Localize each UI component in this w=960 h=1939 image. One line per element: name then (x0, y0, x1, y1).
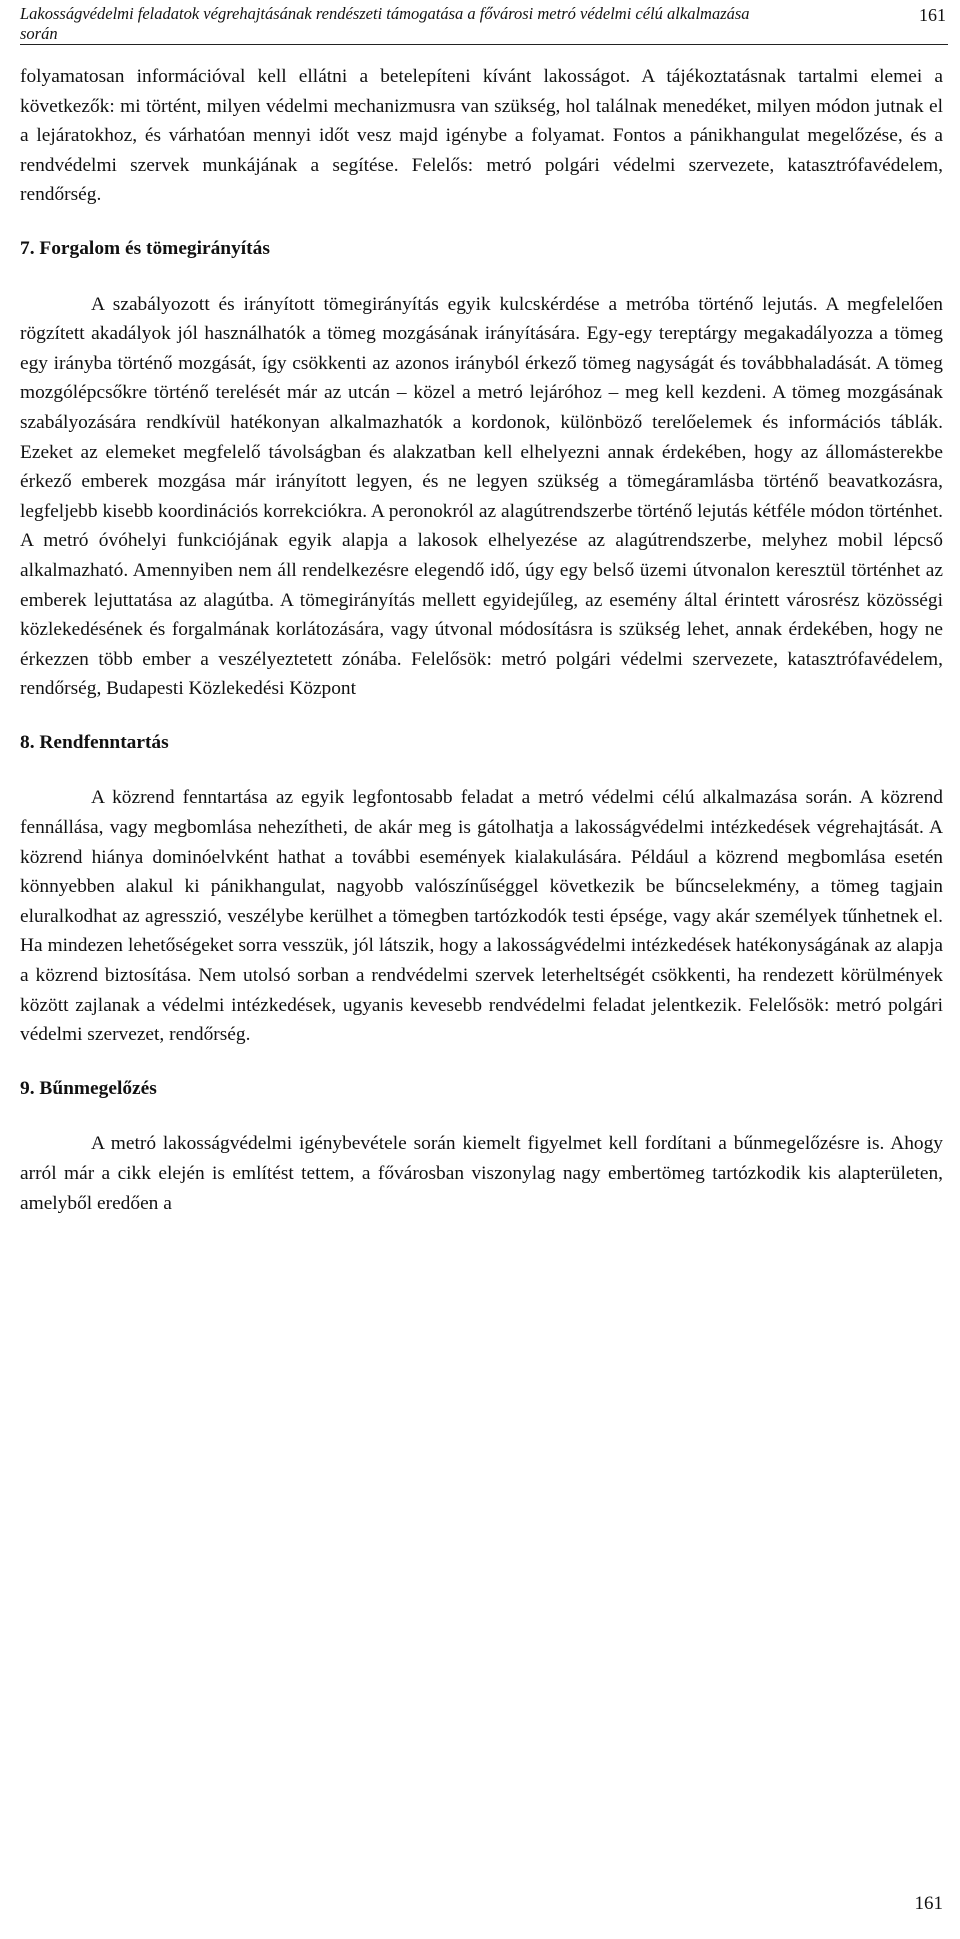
section-8-paragraph: A közrend fenntartása az egyik legfontosabb feladat a metró védelmi célú alkalmazása során. A közrend fennállása, vagy megbomlása nehezítheti, de akár meg is gátolhatja a lakosságvédelmi intézkedések végrehajtását. A közrend hiánya dominóelvként hathat a további események kialakulására. Például a közrend megbomlása esetén könnyebben alakul ki pánikhangulat, nagyobb valószínűséggel következik be bűncselekmény, a tömeg tagjain eluralkodhat az agresszió, veszélybe kerülhet a tömegben tartózkodók testi épsége, vagy akár személyek tűnhetnek el. Ha mindezen lehetőségeket sorra vesszük, jól látszik, hogy a lakosságvédelmi intézkedések hatékonyságának az alapja a közrend biztosítása. Nem utolsó sorban a rendvédelmi szervek leterheltségét csökkenti, ha rendezett körülmények között zajlanak a védelmi intézkedések, ugyanis kevesebb rendvédelmi feladat jelentkezik. Felelősök: metró polgári védelmi szervezet, rendőrség. (20, 787, 943, 1046)
intro-paragraph: folyamatosan információval kell ellátni a betelepíteni kívánt lakosságot. A tájékoztatásnak tartalmi elemei a következők: mi történt, milyen védelmi mechanizmusra van szükség, hol találnak menedéket, milyen módon jutnak el a lejáratokhoz, és várhatóan mennyi időt vesz majd igénybe a folyamat. Fontos a pánikhangulat megelőzése, és a rendvédelmi szervek munkájának a segítése. Felelős: metró polgári védelmi szervezete, katasztrófavédelem, rendőrség. (20, 66, 943, 206)
running-header-title: Lakosságvédelmi feladatok végrehajtásának rendészeti támogatása a fővárosi metró védelmi célú alkalmazása során (20, 4, 750, 43)
section-9-heading: 9. Bűnmegelőzés (20, 1077, 157, 1099)
section-7-heading: 7. Forgalom és tömegirányítás (20, 237, 270, 259)
document-body (20, 62, 943, 1218)
section-9-paragraph: A metró lakosságvédelmi igénybevétele során kiemelt figyelmet kell fordítani a bűnmegelőzésre is. Ahogy arról már a cikk elején is említést tettem, a fővárosban viszonylag nagy embertömeg tartózkodik kis alapterületen, amelyből eredően a (20, 1133, 943, 1214)
footer-page-number: 161 (914, 1893, 943, 1914)
section-7-paragraph: A szabályozott és irányított tömegirányítás egyik kulcskérdése a metróba történő lejutás. A megfelelően rögzített akadályok jól használhatók a tömeg mozgásának irányítására. Egy-egy tereptárgy megakadályozza a tömeg egy irányba történő mozgását, így csökkenti az azonos irányból érkező tömeg nagyságát és továbbhaladását. A tömeg mozgólépcsőkre történő terelését már az utcán – közel a metró lejáróhoz – meg kell kezdeni. A tömeg mozgásának szabályozására rendkívül hatékonyan alkalmazhatók a kordonok, különböző terelőelemek és információs táblák. Ezeket az elemeket megfelelő távolságban és alakzatban kell elhelyezni annak érdekében, hogy az állomásterekbe érkező emberek mozgása már irányított legyen, és ne legyen szükség a tömegáramlásba történő beavatkozásra, legfeljebb kisebb koordinációs korrekciókra. A peronokról az alagútrendszerbe történő lejutás kétféle módon történhet. A metró óvóhelyi funkciójának egyik alapja a lakosok elhelyezése az alagútrendszerbe, melyhez mobil lépcső alkalmazható. Amennyiben nem áll rendelkezésre elegendő idő, úgy egy belső üzemi útvonalon keresztül történhet az emberek lejuttatása az alagútba. A tömegirányítás mellett egyidejűleg, az esemény által érintett városrész közösségi közlekedésének és forgalmának korlátozására, vagy útvonal módosításra is szükség lehet, annak érdekében, hogy ne érkezzen több ember a veszélyeztetett zónába. Felelősök: metró polgári védelmi szervezete, katasztrófavédelem, rendőrség, Budapesti Közlekedési Központ (20, 293, 943, 700)
header-page-number: 161 (919, 5, 946, 25)
page-header (20, 4, 948, 45)
section-8-heading: 8. Rendfenntartás (20, 731, 169, 753)
